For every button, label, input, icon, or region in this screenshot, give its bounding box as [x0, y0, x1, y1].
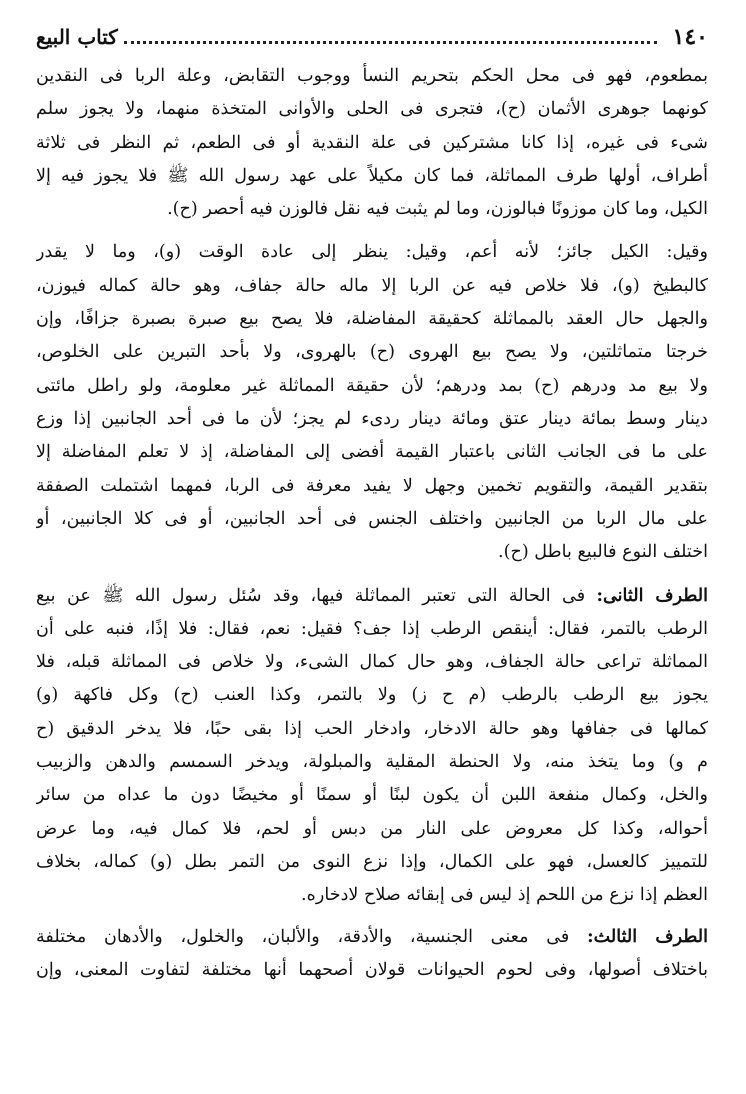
- chapter-title: كتاب البيع: [36, 25, 118, 49]
- text-line: [36, 920, 708, 953]
- text-line: والجهل حال العقد بالمماثلة كحقيقة المفاضلة، فلا يصح بيع صبرة بصبرة جزافًا، وإن: [36, 309, 708, 330]
- book-page: [36, 24, 708, 987]
- text-line: كونهما جوهرى الأثمان (ح)، فتجرى فى الحلى والأوانى المتخذة منهما، ولا يجوز سلم: [36, 99, 708, 120]
- text-line: يجوز بيع الرطب بالرطب (م ح ز) ولا بالتمر، وكذا العنب (ح) وكل فاكهة (و): [36, 685, 708, 706]
- text-line: والخل، وكمال منفعة اللبن أن يكون لبنًا أو سمنًا أو مخيضًا دون ما عداه من سائر: [36, 785, 708, 806]
- text-line: الكيل، وما كان موزونًا فبالوزن، وما لم يثبت فيه نقل فالوزن فيه أحصر (ح).: [167, 199, 708, 220]
- text-line: المماثلة تراعى حالة الجفاف، وهو حال كمال الشىء، ولا خلاص فى المماثلة قبله، فلا: [36, 652, 708, 673]
- text-line: م و) وما يتخذ منه، ولا الحنطة المقلية والمبلولة، ويدخر السمسم والدهن والزبيب: [36, 751, 708, 772]
- text-line: خرجتا متماثلتين، ولا يصح بيع الهروى (ح) بالهروى، ولا بأحد التبرين على الخلوص،: [36, 342, 708, 363]
- text-line: على ما فى الجانب الثانى باعتبار القيمة أفضى إلى المفاضلة، إذ لا تعلم المفاضلة إلا: [36, 442, 708, 463]
- text-run: فى معنى الجنسية، والأدقة، والألبان، والخلول، والأدهان مختلفة: [36, 927, 570, 948]
- text-line: أطراف، أولها طرف المماثلة، فما كان مكيلاً على عهد رسول الله ﷺ فلا يجوز فيه إلا: [36, 165, 708, 186]
- paragraph-3: [36, 579, 708, 912]
- text-line: كالبطيخ (و)، فلا خلاص فيه عن الربا إلا ماله حالة جفاف، وهو حالة كماله فيوزن،: [36, 275, 708, 296]
- page-header: [36, 24, 708, 60]
- text-line: أحواله، وكذا كل معروض على النار من دبس أو لحم، فلا كمال فيه، وما عرض: [36, 818, 708, 839]
- text-line: للتمييز كالعسل، فهو على الكمال، وإذا نزع النوى من التمر بطل (و) كماله، بخلاف: [36, 851, 708, 872]
- paragraph-1: [36, 60, 708, 226]
- text-line: العظم إذا نزع من اللحم إذ ليس فى إبقائه صلاح لادخاره.: [301, 885, 708, 906]
- paragraph-gap: [36, 226, 708, 236]
- text-line: وقيل: الكيل جائز؛ لأنه أعم، وقيل: ينظر إلى عادة الوقت (و)، وما لا يقدر: [36, 242, 708, 263]
- text-line: كمالها فى جفافها وهو حالة الادخار، وادخار الحب إذا بقى حبًا، فلا يدخر الدقيق (ح: [36, 718, 708, 739]
- paragraph-gap: [36, 569, 708, 579]
- text-line: بتقدير القيمة، والتقويم تخمين وجهل لا يفيد معرفة فى الربا، فمهما اشتملت الصفقة: [36, 475, 708, 496]
- text-line: شىء فى غيره، إذا كانا مشتركين فى علة النقدية أو فى الطعم، ثم النظر فى ثلاثة: [36, 132, 708, 153]
- text-line: على مال الربا من الجانبين واختلف الجنس فى أحد الجانبين، أو فى كلا الجانبين، أو: [36, 508, 708, 529]
- section-term: الطرف الثالث:: [587, 926, 708, 948]
- section-term: الطرف الثانى:: [596, 585, 708, 607]
- text-line: دينار وسط بمائة دينار عتق ومائة دينار ردىء لم يجز؛ لأن ما فى أحد الجانبين إذا وزع: [36, 408, 708, 429]
- paragraph-gap: [36, 912, 708, 920]
- text-line: باختلاف أصولها، وفى لحوم الحيوانات قولان أصحهما أنها مختلفة لتفاوت المعنى، وإن: [36, 959, 708, 980]
- page-number: ١٤٠: [672, 24, 708, 50]
- text-line: الرطب بالتمر، فقال: أينقص الرطب إذا جف؟ فقيل: نعم، فقال: فلا إذًا، فنبه على أن: [36, 618, 708, 639]
- text-run: فى الحالة التى تعتبر المماثلة فيها، وقد سُئل رسول الله ﷺ عن بيع: [36, 586, 586, 607]
- header-dotted-leader: [124, 29, 657, 44]
- paragraph-2: [36, 236, 708, 569]
- text-line: [36, 579, 708, 612]
- text-line: بمطعوم، فهو فى محل الحكم بتحريم النسأ ووجوب التقابض، وعلة الربا فى النقدين: [36, 66, 708, 86]
- paragraph-4: [36, 920, 708, 987]
- text-line: اختلف النوع فالبيع باطل (ح).: [498, 542, 708, 563]
- text-line: ولا بيع مد ودرهم (ح) بمد ودرهم؛ لأن حقيقة المماثلة غير معلومة، ولو راطل مائتى: [36, 375, 708, 396]
